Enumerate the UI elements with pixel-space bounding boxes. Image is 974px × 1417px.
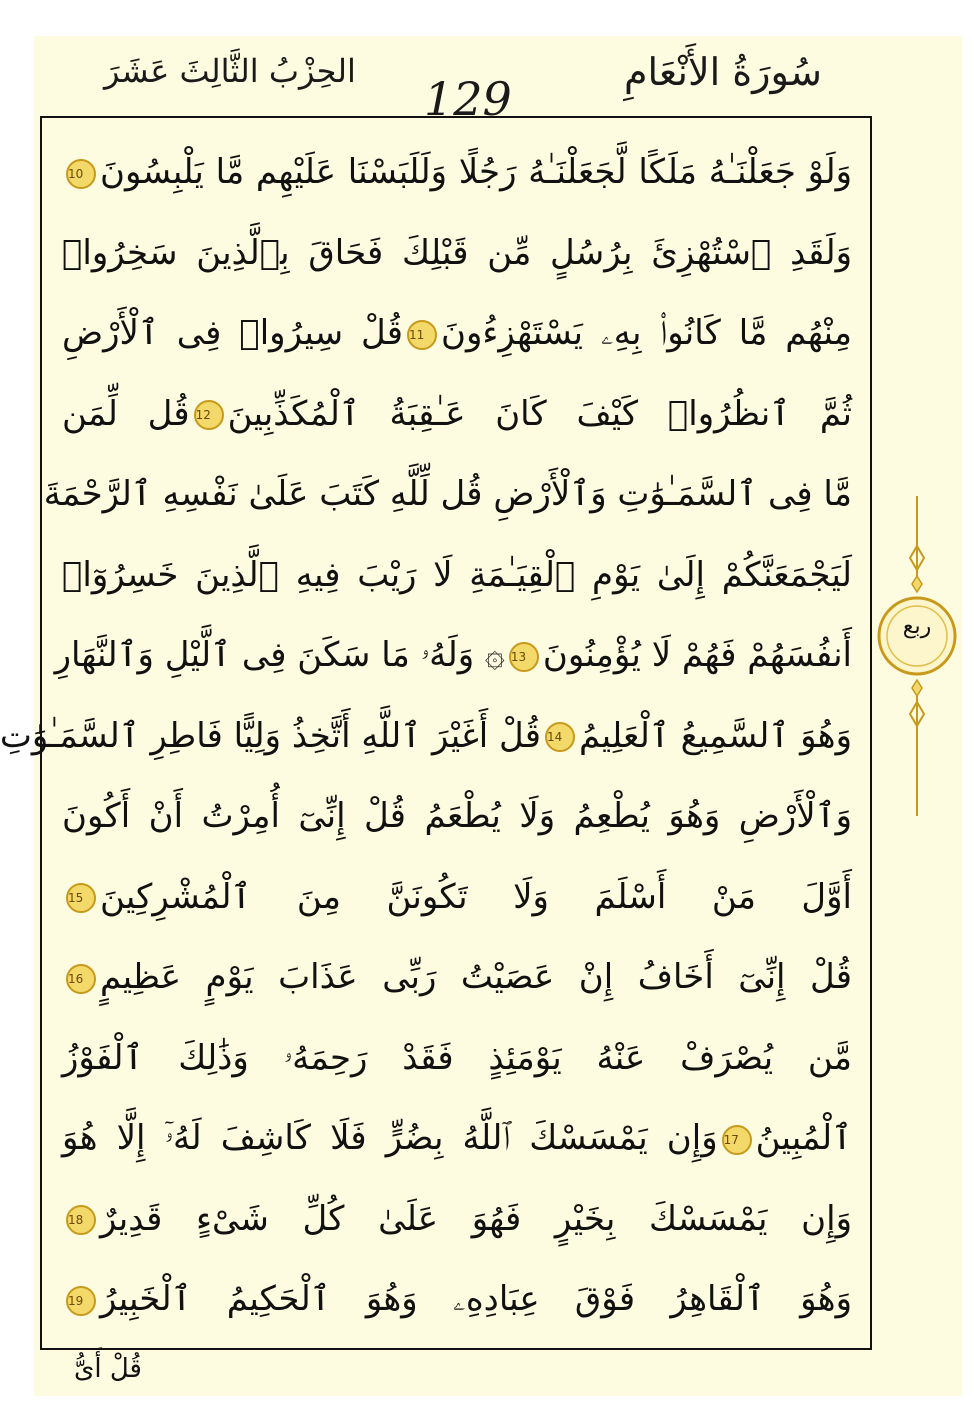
ayah-number-marker: 18 (66, 1205, 96, 1235)
verse-line (62, 1018, 852, 1099)
ayah-number-marker: 17 (722, 1125, 752, 1155)
verse-text: ۞ وَلَهُۥ مَا سَكَنَ فِى ٱلَّيْلِ وَٱلنَّهَارِ (54, 635, 505, 675)
verse-line (62, 374, 852, 455)
verse-line (43, 454, 852, 535)
verse-line (62, 132, 852, 213)
verse-text: ثُمَّ ٱنظُرُوا۟ كَيْفَ كَانَ عَـٰقِبَةُ ٱلْمُكَذِّبِينَ (227, 393, 852, 434)
catchword: قُلْ أَىُّ (74, 1354, 142, 1384)
ayah-number-marker: 10 (66, 159, 96, 189)
verse-lines (0, 132, 852, 1340)
page-header (34, 36, 962, 126)
verse-text: مَّا فِى ٱلسَّمَـٰوَٰتِ وَٱلْأَرْضِ قُل لِّلَّهِ كَتَبَ عَلَىٰ نَفْسِهِ ٱلرَّحْمَةَ (43, 474, 852, 514)
verse-text: أَوَّلَ مَنْ أَسْلَمَ وَلَا تَكُونَنَّ مِنَ ٱلْمُشْرِكِينَ (100, 876, 852, 917)
verse-text: قُل لِّمَن (62, 393, 190, 434)
ayah-number-marker: 12 (194, 400, 224, 430)
verse-text: مِنْهُم مَّا كَانُوا۟ بِهِۦ يَسْتَهْزِءُونَ (441, 313, 852, 353)
verse-line (62, 213, 852, 294)
verse-text: وَإِن يَمْسَسْكَ ٱللَّهُ بِضُرٍّ فَلَا كَاشِفَ لَهُۥٓ إِلَّا هُوَ (62, 1118, 718, 1158)
ayah-number-marker: 11 (407, 320, 437, 350)
verse-text: لَيَجْمَعَنَّكُمْ إِلَىٰ يَوْمِ ٱلْقِيَـٰمَةِ لَا رَيْبَ فِيهِ ٱلَّذِينَ خَسِرُوٓا۟ (62, 554, 852, 595)
rub-ornament-graphic (872, 496, 962, 816)
mushaf-page (0, 36, 962, 1396)
verse-text: وَهُوَ ٱلسَّمِيعُ ٱلْعَلِيمُ (579, 715, 852, 756)
verse-text: وَهُوَ ٱلْقَاهِرُ فَوْقَ عِبَادِهِۦ وَهُوَ ٱلْحَكِيمُ ٱلْخَبِيرُ (100, 1279, 852, 1319)
rub-ornament (872, 496, 962, 816)
verse-text: وَٱلْأَرْضِ وَهُوَ يُطْعِمُ وَلَا يُطْعَمُ قُلْ إِنِّىٓ أُمِرْتُ أَنْ أَكُونَ (62, 796, 852, 836)
verse-text: قُلْ إِنِّىٓ أَخَافُ إِنْ عَصَيْتُ رَبِّى عَذَابَ يَوْمٍ عَظِيمٍ (100, 957, 852, 997)
verse-text: وَلَوْ جَعَلْنَـٰهُ مَلَكًا لَّجَعَلْنَـٰهُ رَجُلًا وَلَلَبَسْنَا عَلَيْهِم مَّا يَلْبِسُونَ (100, 152, 852, 192)
hizb-title: الحِزْبُ الثَّالِثَ عَشَرَ (104, 52, 356, 90)
verse-line (62, 535, 852, 616)
verse-line (62, 1098, 852, 1179)
verse-text: مَّن يُصْرَفْ عَنْهُ يَوْمَئِذٍ فَقَدْ رَحِمَهُۥ وَذَٰلِكَ ٱلْفَوْزُ (62, 1037, 852, 1078)
verse-line (0, 696, 852, 777)
verse-text: وَإِن يَمْسَسْكَ بِخَيْرٍ فَهُوَ عَلَىٰ كُلِّ شَىْءٍ قَدِيرٌ (100, 1198, 852, 1239)
rub-label: ربع (902, 614, 932, 639)
verse-line (62, 1179, 852, 1260)
verse-line (62, 857, 852, 938)
ayah-number-marker: 15 (66, 883, 96, 913)
verse-text: ٱلْمُبِينُ (755, 1118, 852, 1158)
page-number: 129 (424, 72, 512, 126)
verse-text: أَنفُسَهُمْ فَهُمْ لَا يُؤْمِنُونَ (542, 635, 852, 675)
verse-line (62, 1259, 852, 1340)
ayah-number-marker: 14 (545, 722, 575, 752)
surah-title: سُورَةُ الأَنْعَامِ (623, 50, 822, 94)
text-frame (0, 116, 872, 1350)
verse-line (62, 937, 852, 1018)
verse-text: قُلْ أَغَيْرَ ٱللَّهِ أَتَّخِذُ وَلِيًّا فَاطِرِ ٱلسَّمَـٰوَٰتِ (0, 715, 542, 756)
verse-line (54, 615, 852, 696)
verse-line (62, 776, 852, 857)
verse-text: قُلْ سِيرُوا۟ فِى ٱلْأَرْضِ (62, 313, 404, 353)
ayah-number-marker: 13 (509, 642, 539, 672)
verse-text: وَلَقَدِ ٱسْتُهْزِئَ بِرُسُلٍ مِّن قَبْلِكَ فَحَاقَ بِٱلَّذِينَ سَخِرُوا۟ (62, 232, 852, 273)
verse-line (62, 293, 852, 374)
ayah-number-marker: 19 (66, 1286, 96, 1316)
ayah-number-marker: 16 (66, 964, 96, 994)
